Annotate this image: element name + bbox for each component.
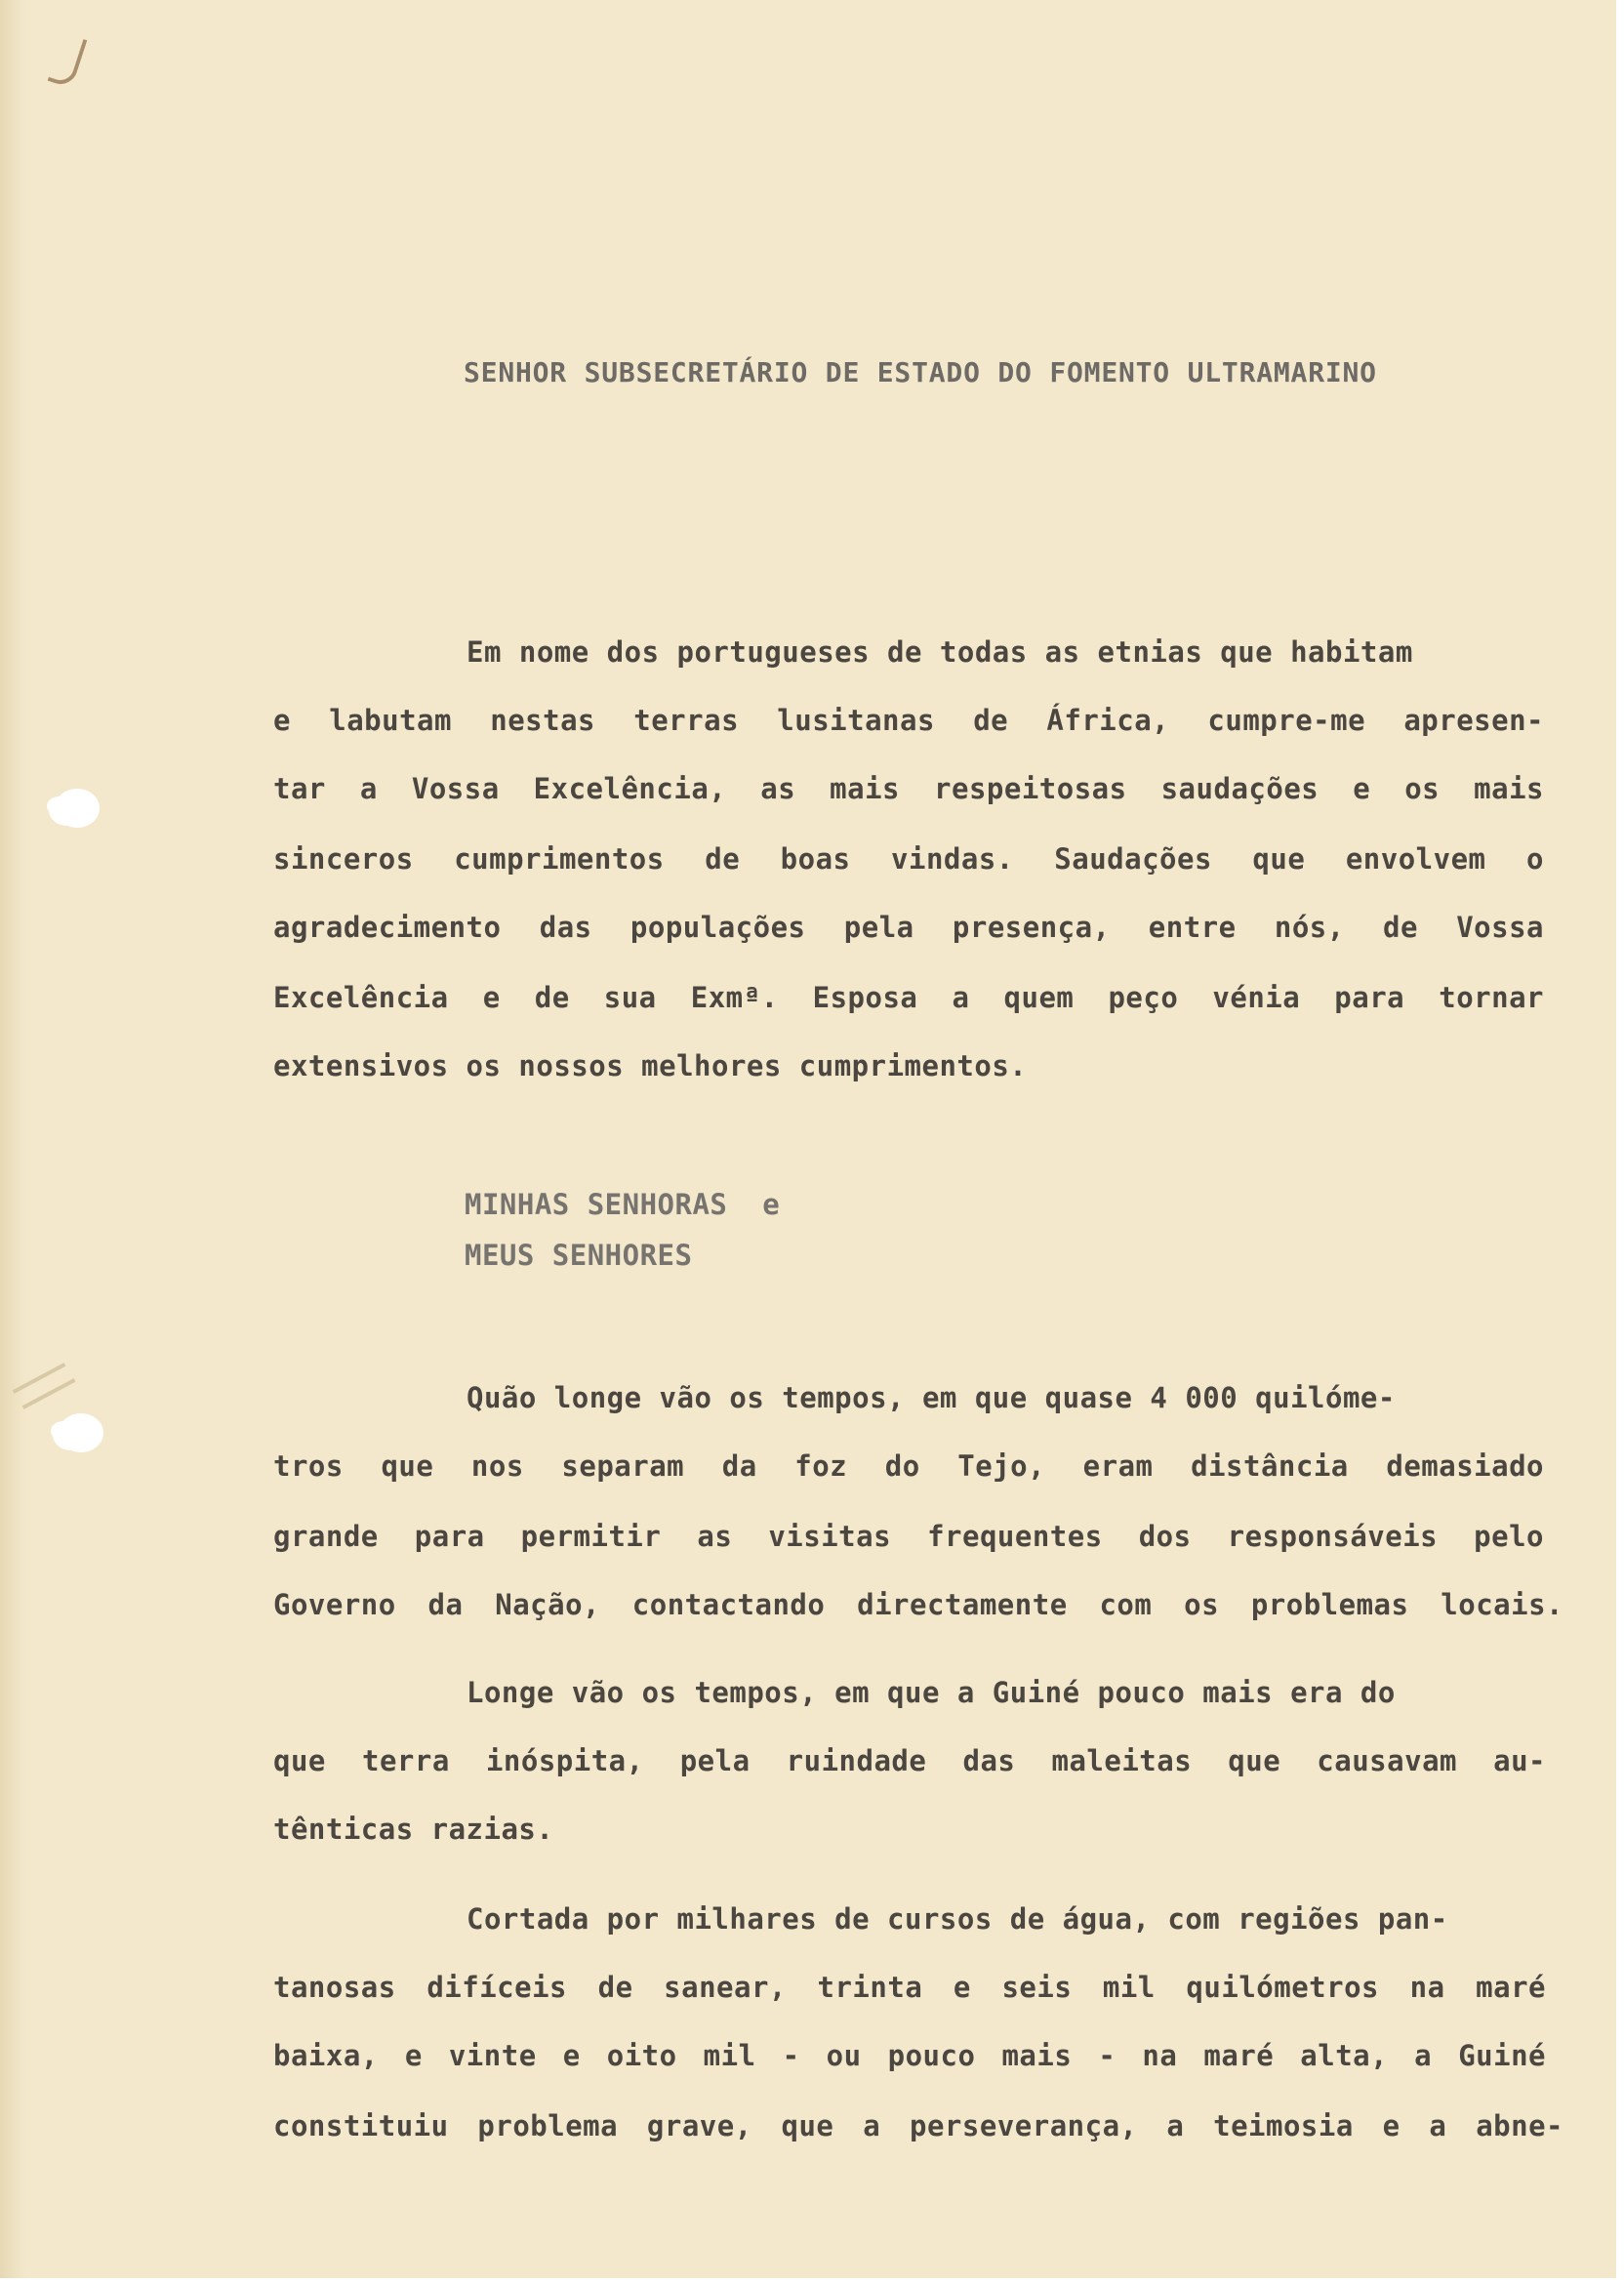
paragraph-line: Excelência e de sua Exmª. Esposa a quem peço vénia para tornar — [273, 981, 1544, 1014]
page-edge-bottom — [0, 2278, 1624, 2284]
paragraph-line: sinceros cumprimentos de boas vindas. Saudações que envolvem o — [273, 842, 1544, 876]
paragraph-line: Governo da Nação, contactando directamente com os problemas locais. — [273, 1588, 1563, 1621]
page-shadow — [0, 0, 25, 2284]
salutation-line: MEUS SENHORES — [465, 1239, 693, 1272]
paragraph-line: e labutam nestas terras lusitanas de África, cumpre-me apresen- — [273, 704, 1544, 737]
paragraph-line: agradecimento das populações pela presença, entre nós, de Vossa — [273, 911, 1544, 944]
paragraph-line: grande para permitir as visitas frequentes dos responsáveis pelo — [273, 1520, 1544, 1553]
page-edge — [1616, 0, 1624, 2284]
document-title: SENHOR SUBSECRETÁRIO DE ESTADO DO FOMENTO ULTRAMARINO — [464, 356, 1377, 388]
salutation-line: MINHAS SENHORAS e — [465, 1188, 781, 1221]
punch-hole-icon — [55, 789, 100, 828]
paragraph-line: tênticas razias. — [273, 1813, 554, 1846]
paragraph-line: Cortada por milhares de cursos de água, com regiões pan- — [467, 1902, 1448, 1936]
paragraph-line: extensivos os nossos melhores cumprimentos. — [273, 1049, 1028, 1082]
paragraph-line: tanosas difíceis de sanear, trinta e seis mil quilómetros na maré — [273, 1971, 1546, 2004]
paragraph-line: constituiu problema grave, que a perseverança, a teimosia e a abne- — [273, 2109, 1563, 2142]
corner-mark-icon — [48, 32, 88, 88]
paragraph-line: tros que nos separam da foz do Tejo, eram distância demasiado — [273, 1449, 1544, 1483]
paragraph-line: Quão longe vão os tempos, em que quase 4 000 quilóme- — [467, 1381, 1396, 1414]
paragraph-line: baixa, e vinte e oito mil - ou pouco mais - na maré alta, a Guiné — [273, 2039, 1546, 2072]
punch-hole-icon — [59, 1413, 103, 1452]
paragraph-line: Em nome dos portugueses de todas as etnias que habitam — [467, 635, 1413, 669]
paragraph-line: que terra inóspita, pela ruindade das maleitas que causavam au- — [273, 1744, 1546, 1777]
paragraph-line: tar a Vossa Excelência, as mais respeitosas saudações e os mais — [273, 772, 1544, 805]
paragraph-line: Longe vão os tempos, em que a Guiné pouco mais era do — [467, 1676, 1396, 1709]
